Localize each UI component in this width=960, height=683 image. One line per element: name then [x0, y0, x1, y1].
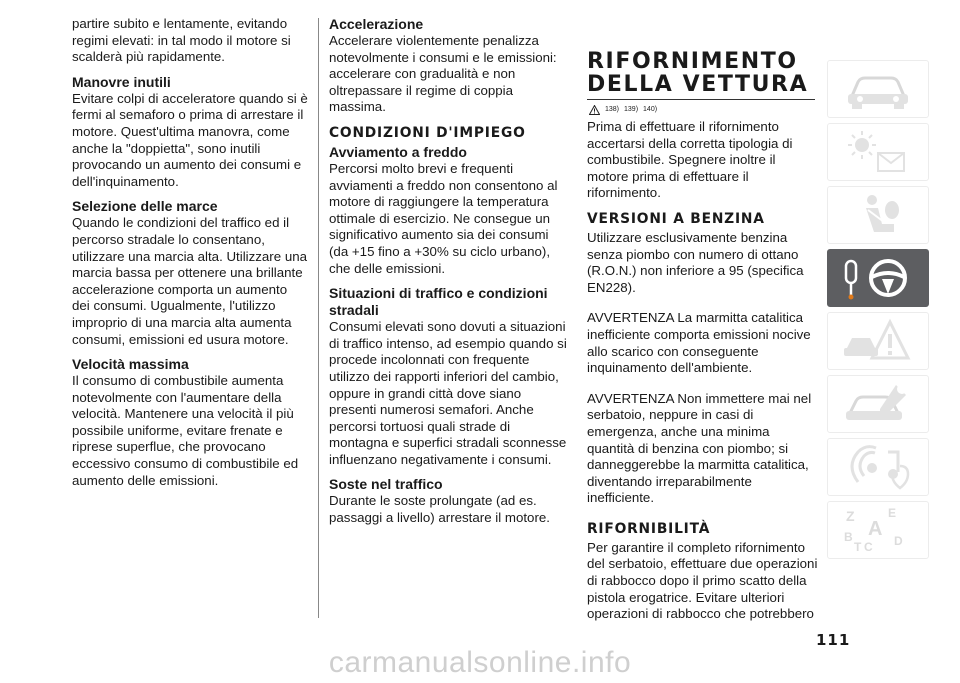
accel-heading: Accelerazione — [329, 16, 424, 32]
rifornibilita-text: Per garantire il completo rifornimento del serbatoio, effettuare due operazioni di rabbocco dopo il primo scatto della pistola erogatrice. Evitare ulteriori operazioni di rabbocco che potrebbero — [587, 539, 818, 622]
tab-media-nav[interactable] — [827, 438, 929, 496]
condizioni-heading: CONDIZIONI D'IMPIEGO — [329, 124, 526, 141]
index-letters-icon — [838, 505, 918, 555]
media-nav-icon — [838, 442, 918, 492]
ref-139: 139) — [624, 105, 639, 113]
index-letter-c: C — [864, 540, 873, 554]
avvertenza-1-text: AVVERTENZA La marmitta catalitica inefficiente comporta emissioni nocive allo scarico con conseguente inquinamento dell'ambiente. — [587, 310, 811, 376]
index-letter-a: A — [868, 518, 883, 540]
section-title-line2: DELLA VETTURA — [587, 72, 809, 97]
index-letter-e: E — [888, 506, 897, 520]
warning-triangle-icon — [589, 105, 600, 115]
avvertenza-2-text: AVVERTENZA Non immettere mai nel serbatoio, neppure in casi di emergenza, anche una minima quantità di benzina con piombo; si danneggerebbe la marmitta catalitica, diventando irreparabilmente inefficiente. — [587, 390, 812, 506]
chapter-sidebar — [827, 60, 929, 564]
manovre-text: Evitare colpi di acceleratore quando si è fermi al semaforo o prima di arrestare il motore. Quest'ultima manovra, come anche la "doppietta", sono inutili provocando un aumento dei consumi e dell'inquinamento. — [72, 90, 308, 189]
velocita-text: Il consumo di combustibile aumenta notevolmente con l'aumentare della velocità. Mantenere una velocità il più possibile uniforme, evitare frenate e riprese superflue, che provocano eccessivo consumo di combustibile ed aumento delle emissioni. — [72, 373, 299, 488]
rif-text: Prima di effettuare il rifornimento accertarsi della corretta tipologia di combustibile. Spegnere inoltre il motore prima di effettuare il rifornimento. — [587, 119, 793, 201]
steering-wheel-key-icon — [838, 253, 918, 303]
situazioni-text: Consumi elevati sono dovuti a situazioni di traffico intenso, ad esempio quando si procede incolonnati con frequente utilizzo dei rapporti inferiori del cambio, oppure in grandi città dove siano presenti numerosi semafori. Anche percorsi tortuosi quali strade di montagna e superfici stradali sconnesse influenzano negativamente i consumi. — [329, 319, 567, 467]
tab-car[interactable] — [827, 60, 929, 118]
marce-text: Quando le condizioni del traffico ed il percorso stradale lo consentano, utilizzare una marcia alta. Utilizzare una marcia bassa per ottenere una brillante accelerazione comporta un aumento dei consumi. Ugualmente, l'utilizzo improprio di una marcia alta aumenta consumi, emissioni ed usura motore. — [72, 215, 308, 347]
soste-text: Durante le soste prolungate (ad es. passaggi a livello) arrestare il motore. — [329, 493, 550, 526]
warning-lights-icon — [838, 127, 918, 177]
wrench-car-icon — [838, 379, 918, 429]
index-letter-t: T — [854, 540, 862, 554]
rifornibilita-heading: RIFORNIBILITÀ — [587, 520, 711, 537]
index-letter-d: D — [894, 534, 903, 548]
warning-refs — [589, 104, 819, 116]
intro-text: partire subito e lentamente, evitando regimi elevati: in tal modo il motore si scalderà più rapidamente. — [72, 16, 291, 65]
avviamento-text: Percorsi molto brevi e frequenti avviamenti a freddo non consentono al motore di raggiungere la temperatura ottimale di esercizio. Ne consegue un significativo aumento sia dei consumi (da +15 fino a +30% su ciclo urbano), che delle emissioni. — [329, 160, 558, 276]
ref-140: 140) — [643, 105, 658, 113]
index-letter-z: Z — [846, 508, 855, 524]
manovre-heading: Manovre inutili — [72, 73, 171, 90]
versioni-text: Utilizzare esclusivamente benzina senza piombo con numero di ottano (R.O.N.) non inferiore a 95 (specifica EN228). — [587, 229, 804, 295]
column-divider — [318, 18, 319, 618]
marce-heading: Selezione delle marce — [72, 198, 218, 215]
car-icon — [838, 64, 918, 114]
airbag-seat-icon — [838, 190, 918, 240]
tab-steering-wheel-key[interactable] — [827, 249, 929, 307]
column-2 — [329, 16, 567, 527]
situazioni-heading: Situazioni di traffico e condizioni stradali — [329, 285, 548, 319]
tab-index[interactable] — [827, 501, 929, 559]
title-rule — [587, 99, 815, 100]
tab-airbag-seat[interactable] — [827, 186, 929, 244]
tab-warning-lights[interactable] — [827, 123, 929, 181]
versioni-heading: VERSIONI A BENZINA — [587, 210, 765, 227]
watermark: carmanualsonline.info — [328, 646, 632, 679]
column-3 — [587, 50, 819, 623]
soste-heading: Soste nel traffico — [329, 476, 443, 493]
ref-138: 138) — [605, 105, 620, 113]
hazard-triangle-icon — [838, 316, 918, 366]
column-1 — [72, 16, 308, 489]
tab-hazard[interactable] — [827, 312, 929, 370]
index-letter-b: B — [844, 530, 853, 544]
page-number: 111 — [816, 631, 851, 649]
accel-text: Accelerare violentemente penalizza notevolmente i consumi e le emissioni: accelerare con gradualità e non oltrepassare il regime di coppia massima. — [329, 33, 557, 115]
velocita-heading: Velocità massima — [72, 356, 189, 373]
avviamento-heading: Avviamento a freddo — [329, 143, 467, 160]
tab-maintenance[interactable] — [827, 375, 929, 433]
section-title-line1: RIFORNIMENTO — [587, 49, 798, 74]
